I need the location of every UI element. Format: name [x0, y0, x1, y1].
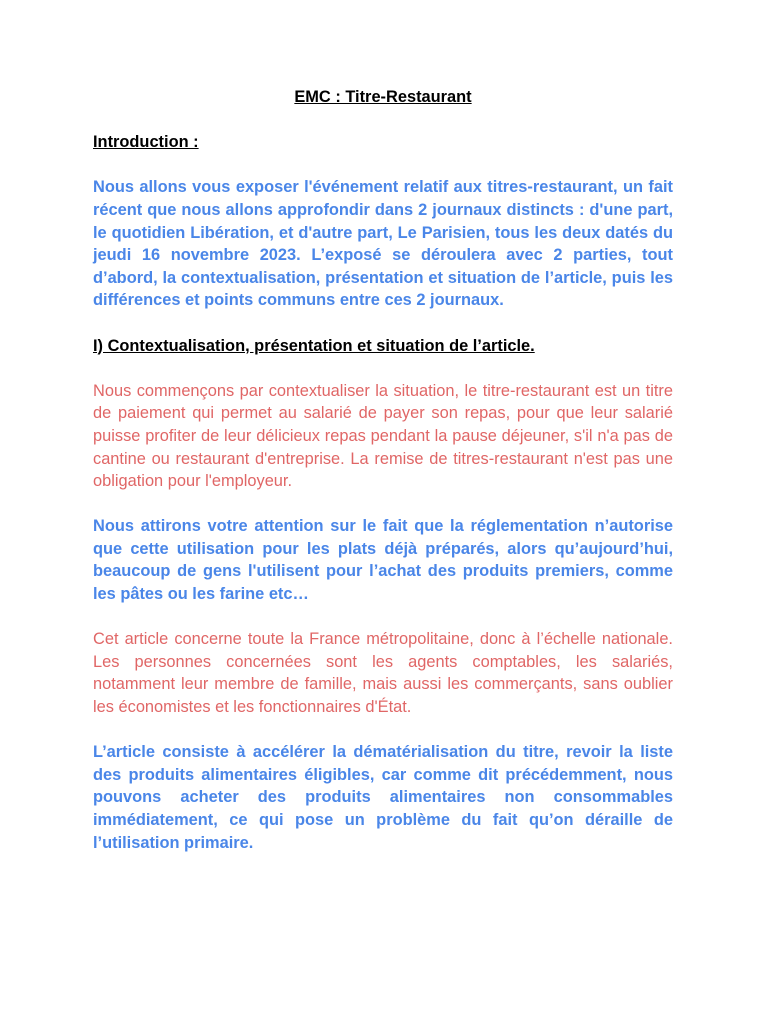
spacer [93, 109, 673, 132]
section1-heading: I) Contextualisation, présentation et situation de l’article. [93, 336, 535, 355]
spacer [93, 312, 673, 335]
spacer [93, 719, 673, 742]
intro-paragraph: Nous allons vous exposer l'événement relatif aux titres-restaurant, un fait récent que nous allons approfondir dans 2 journaux distincts : d'une part, le quotidien Libération, et d'autre part, Le Parisien, tous les deux datés du jeudi 16 novembre 2023. L’exposé se déroulera avec 2 parties, tout d’abord, la contextualisation, présentation et situation de l’article, puis les différences et points communs entre ces 2 journaux. [93, 178, 673, 310]
spacer [93, 493, 673, 516]
section1-paragraph-context: Nous commençons par contextualiser la situation, le titre-restaurant est un titre de paiement qui permet au salarié de payer son repas, pour que leur salarié puisse profiter de leur délicieux repas pendant la pause déjeuner, s'il n'a pas de cantine ou restaurant d'entreprise. La remise de titres-restaurant n'est pas une obligation pour l'employeur. [93, 381, 673, 491]
section1-paragraph-scope: Cet article concerne toute la France métropolitaine, donc à l’échelle nationale. Les personnes concernées sont les agents comptables, les salariés, notamment leur membre de famille, mais aussi les commerçants, sans oublier les économistes et les fonctionnaires d'État. [93, 630, 673, 717]
spacer [93, 606, 673, 629]
section1-paragraph-regulation: Nous attirons votre attention sur le fait que la réglementation n’autorise que cette utilisation pour les plats déjà préparés, alors qu’aujourd’hui, beaucoup de gens l'utilisent pour l’achat des produits premiers, comme les pâtes ou les farine etc… [93, 517, 673, 604]
spacer [93, 357, 673, 380]
intro-heading: Introduction : [93, 133, 199, 152]
spacer [93, 154, 673, 177]
section1-paragraph-article: L’article consiste à accélérer la dématérialisation du titre, revoir la liste des produits alimentaires éligibles, car comme dit précédemment, nous pouvons acheter des produits alimentaires non consommables immédiatement, ce qui pose un problème du fait qu’on déraille de l’utilisation primaire. [93, 743, 673, 852]
document-page [93, 86, 673, 854]
document-title: EMC : Titre-Restaurant [294, 88, 472, 106]
